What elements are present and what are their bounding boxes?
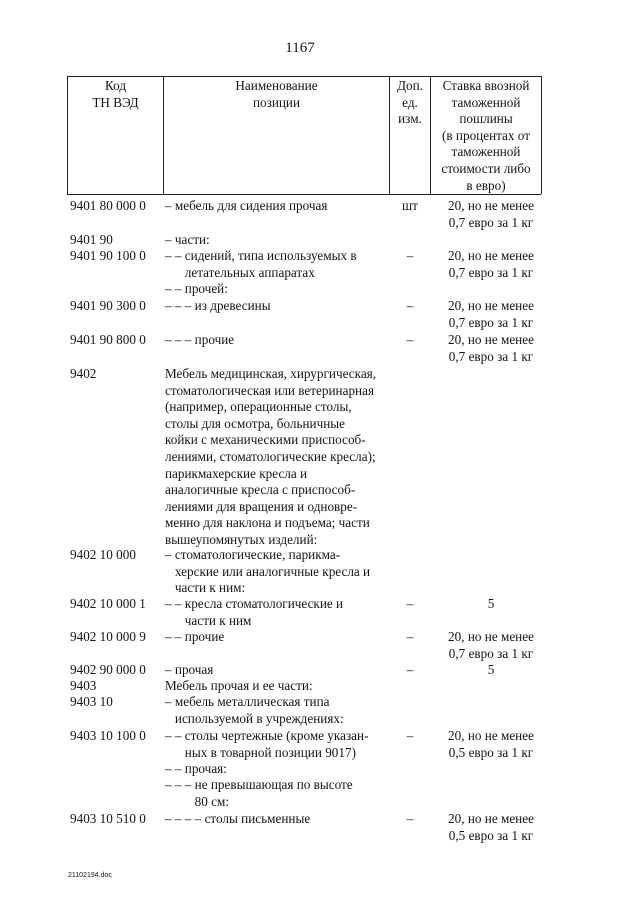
row-name: – – столы чертежные (кроме указан- ных в товарной позиции 9017) <box>165 728 369 760</box>
row-name: – прочая <box>165 662 214 677</box>
row-name: – – – не превышающая по высоте 80 см: <box>165 777 353 809</box>
row-code: 9403 <box>70 678 97 693</box>
row-code: 9402 10 000 9 <box>70 629 146 644</box>
row-code: 9403 10 100 0 <box>70 728 146 743</box>
row-name: – – прочая: <box>165 761 227 776</box>
header-unit: Доп. ед. изм. <box>397 78 423 127</box>
page-number: 1167 <box>285 40 315 56</box>
row-name: – – сидений, типа используемых в летательных аппаратах <box>165 248 357 280</box>
row-code: 9402 10 000 1 <box>70 596 146 611</box>
row-code: 9403 10 510 0 <box>70 811 146 826</box>
row-rate: 20, но не менее 0,5 евро за 1 кг <box>448 811 534 843</box>
table-border-right <box>541 76 542 194</box>
row-name: – – прочие <box>165 629 225 644</box>
row-name: Мебель прочая и ее части: <box>165 678 313 693</box>
row-code: 9402 90 000 0 <box>70 662 146 677</box>
row-code: 9401 80 000 0 <box>70 198 146 213</box>
row-code: 9401 90 <box>70 232 113 247</box>
header-name: Наименование позиции <box>235 78 318 110</box>
row-code: 9401 90 300 0 <box>70 298 146 313</box>
row-unit: – <box>406 248 414 263</box>
row-rate: 20, но не менее 0,5 евро за 1 кг <box>448 728 534 760</box>
table-top-rule <box>67 76 541 77</box>
row-unit: – <box>406 596 414 611</box>
row-code: 9402 <box>70 366 97 381</box>
row-code: 9402 10 000 <box>70 547 136 562</box>
row-code: 9401 90 100 0 <box>70 248 146 263</box>
row-unit: – <box>406 811 414 826</box>
row-rate: 20, но не менее 0,7 евро за 1 кг <box>448 198 534 230</box>
row-name: – – – прочие <box>165 332 235 347</box>
row-unit: – <box>406 662 414 677</box>
row-rate: 20, но не менее 0,7 евро за 1 кг <box>448 248 534 280</box>
row-name: – – – – столы письменные <box>165 811 311 826</box>
row-rate: 20, но не менее 0,7 евро за 1 кг <box>448 298 534 330</box>
row-code: 9403 10 <box>70 694 113 709</box>
row-name: – мебель для сидения прочая <box>165 198 328 213</box>
row-rate: 20, но не менее 0,7 евро за 1 кг <box>448 332 534 364</box>
row-unit: – <box>406 728 414 743</box>
header-rate: Ставка ввозной таможенной пошлины (в процентах от таможенной стоимости либо в евро) <box>441 78 531 193</box>
row-code: 9401 90 800 0 <box>70 332 146 347</box>
row-name: – – кресла стоматологические и части к ним <box>165 596 344 628</box>
row-unit: – <box>406 298 414 313</box>
row-name: – мебель металлическая типа используемой в учреждениях: <box>165 694 344 726</box>
row-rate: 5 <box>487 596 495 611</box>
row-name: – – – из древесины <box>165 298 271 313</box>
row-unit: – <box>406 629 414 644</box>
row-name: Мебель медицинская, хирургическая, стоматологическая или ветеринарная (например, операционные столы, столы для осмотра, больничные койки с механическими приспособ- лениями, стоматологические кресла); парикмахерские кресла и аналогичные кресла с приспособ- лениями для вращения и одновре- менно для наклона и подъема; части вышеупомянутых изделий: <box>165 366 377 547</box>
document-filename: 21102194.doc <box>68 872 112 879</box>
row-name: – – прочей: <box>165 281 228 296</box>
row-unit: – <box>406 332 414 347</box>
row-unit: шт <box>402 198 418 213</box>
row-name: – стоматологические, парикма- херские или аналогичные кресла и части к ним: <box>165 547 371 596</box>
row-name: – части: <box>165 232 210 247</box>
row-rate: 5 <box>487 662 495 677</box>
header-code: Код ТН ВЭД <box>92 78 139 110</box>
row-rate: 20, но не менее 0,7 евро за 1 кг <box>448 629 534 661</box>
